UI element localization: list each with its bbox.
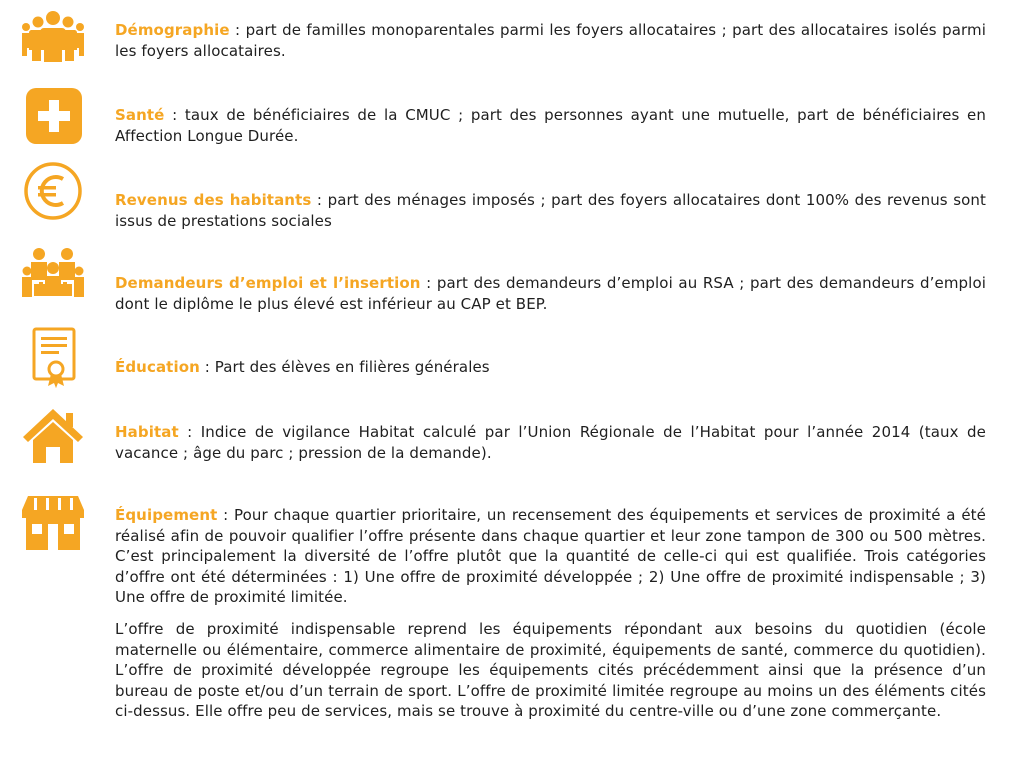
item-text <box>115 422 986 463</box>
item-body: : part de familles monoparentales parmi les foyers allocataires ; part des allocataires isolés parmi les foyers allocataires. <box>115 21 986 60</box>
item-body: : taux de bénéficiaires de la CMUC ; part des personnes ayant une mutuelle, part de bénéficiaires en Affection Longue Durée. <box>115 106 986 145</box>
item-title: Revenus des habitants <box>115 191 312 209</box>
item-text <box>115 273 986 314</box>
item-text-paragraph-2: L’offre de proximité indispensable reprend les équipements répondant aux besoins du quotidien (école maternelle ou élémentaire, commerce alimentaire de proximité, équipements de santé, commerce du quotidien). L’offre de proximité développée regroupe les équipements cités précédemment ainsi que la présence d’un bureau de poste et/ou d’un terrain de sport. L’offre de proximité limitée regroupe au moins un des éléments cités ci-dessus. Elle offre peu de services, mais se trouve à proximité du centre-ville ou d’une zone commerçante. <box>115 620 986 720</box>
item-body: : part des demandeurs d’emploi au RSA ; part des demandeurs d’emploi dont le diplôme le plus élevé est inférieur au CAP et BEP. <box>115 274 986 313</box>
item-title: Demandeurs d’emploi et l’insertion <box>115 274 421 292</box>
item-body: : part des ménages imposés ; part des foyers allocataires dont 100% des revenus sont issus de prestations sociales <box>115 191 987 230</box>
item-text <box>115 357 986 378</box>
item-title: Éducation <box>115 358 200 376</box>
item-text <box>115 105 986 146</box>
item-title: Habitat <box>115 423 179 441</box>
item-text <box>115 505 986 608</box>
item-text <box>115 190 986 231</box>
euro-icon <box>22 160 84 222</box>
item-title: Santé <box>115 106 165 124</box>
item-body: : Pour chaque quartier prioritaire, un recensement des équipements et services de proximité a été réalisé afin de pouvoir qualifier l’offre présente dans chaque quartier et leur zone tampon de 300 ou 500 mètres. C’est principalement la diversité de l’offre plutôt que la quantité de celle-ci qui est qualifiée. Trois catégories d’offre ont été déterminées : 1) Une offre de proximité développée ; 2) Une offre de proximité indispensable ; 3) Une offre de proximité limitée. <box>115 506 986 606</box>
item-title: Équipement <box>115 506 218 524</box>
item-title: Démographie <box>115 21 230 39</box>
house-icon <box>22 407 84 469</box>
diploma-certificate-icon <box>32 327 76 389</box>
item-text <box>115 20 986 61</box>
medical-cross-icon <box>26 88 82 144</box>
item-body: : Part des élèves en filières générales <box>199 358 490 376</box>
item-body: : Indice de vigilance Habitat calculé par l’Union Régionale de l’Habitat pour l’année 2014 (taux de vacance ; âge du parc ; pression de la demande). <box>115 423 986 462</box>
people-group-icon <box>22 9 84 71</box>
job-seekers-icon <box>22 246 84 308</box>
storefront-icon <box>22 494 84 556</box>
